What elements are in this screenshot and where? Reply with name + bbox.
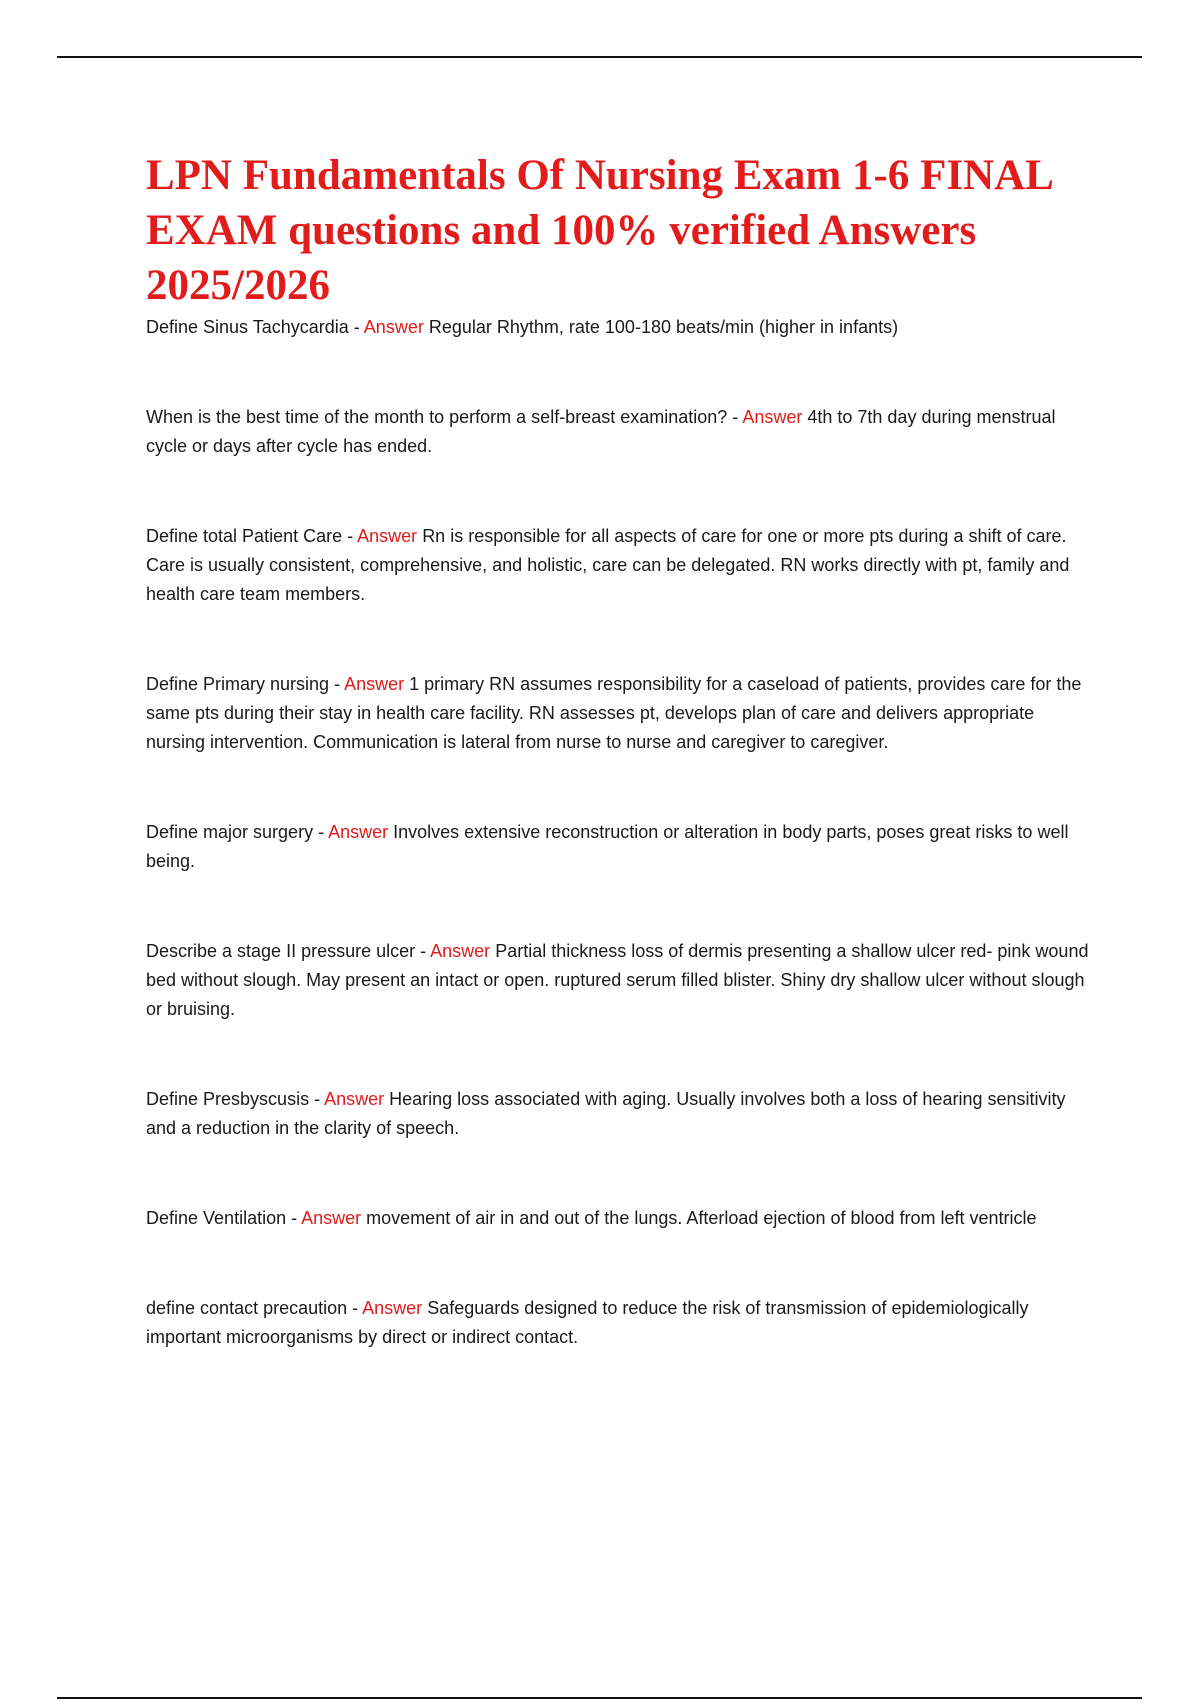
- document-body: [146, 148, 1096, 1352]
- answer-label: Answer: [301, 1208, 362, 1228]
- answer-label: Answer: [363, 317, 424, 337]
- answer-label: Answer: [357, 526, 418, 546]
- answer-text: Safeguards designed to reduce the risk of transmission of epidemiologically important microorganisms by direct or indirect contact.: [146, 1298, 1029, 1347]
- answer-text: Regular Rhythm, rate 100-180 beats/min (higher in infants): [428, 317, 899, 337]
- question-text: Define Primary nursing: [146, 674, 330, 694]
- answer-text: Partial thickness loss of dermis presenting a shallow ulcer red- pink wound bed without slough. May present an intact or open. ruptured serum filled blister. Shiny dry shallow ulcer without slough or bruising.: [146, 941, 1089, 1019]
- question-text: define contact precaution: [146, 1298, 348, 1318]
- answer-label: Answer: [742, 407, 803, 427]
- answer-text: Rn is responsible for all aspects of care for one or more pts during a shift of care. Care is usually consistent, comprehensive, and holistic, care can be delegated. RN works directly with pt, family and health care team members.: [146, 526, 1070, 604]
- qa-item: [146, 1294, 1096, 1352]
- question-text: Describe a stage II pressure ulcer: [146, 941, 416, 961]
- answer-label: Answer: [324, 1089, 385, 1109]
- qa-list: [146, 313, 1096, 1352]
- separator: -: [342, 526, 358, 546]
- qa-item: [146, 1085, 1096, 1143]
- qa-item: [146, 313, 1096, 342]
- separator: -: [727, 407, 743, 427]
- answer-label: Answer: [344, 674, 405, 694]
- qa-item: [146, 937, 1096, 1024]
- answer-label: Answer: [430, 941, 491, 961]
- separator: -: [329, 674, 345, 694]
- question-text: When is the best time of the month to perform a self-breast examination?: [146, 407, 728, 427]
- answer-text: Hearing loss associated with aging. Usually involves both a loss of hearing sensitivity and a reduction in the clarity of speech.: [146, 1089, 1066, 1138]
- separator: -: [309, 1089, 325, 1109]
- answer-text: 1 primary RN assumes responsibility for a caseload of patients, provides care for the same pts during their stay in health care facility. RN assesses pt, develops plan of care and delivers appropriate nursing intervention. Communication is lateral from nurse to nurse and caregiver to caregiver.: [146, 674, 1082, 752]
- separator: -: [348, 317, 364, 337]
- answer-text: Involves extensive reconstruction or alteration in body parts, poses great risks to well being.: [146, 822, 1069, 871]
- document-title: LPN Fundamentals Of Nursing Exam 1-6 FINAL EXAM questions and 100% verified Answers 2025/2026: [146, 152, 1052, 309]
- top-rule: [57, 56, 1142, 58]
- qa-item: [146, 818, 1096, 876]
- separator: -: [313, 822, 329, 842]
- question-text: Define total Patient Care: [146, 526, 343, 546]
- separator: -: [347, 1298, 363, 1318]
- qa-item: [146, 1204, 1096, 1233]
- question-text: Define Sinus Tachycardia: [146, 317, 349, 337]
- answer-label: Answer: [328, 822, 389, 842]
- answer-text: 4th to 7th day during menstrual cycle or days after cycle has ended.: [146, 407, 1056, 456]
- question-text: Define Ventilation: [146, 1208, 287, 1228]
- qa-item: [146, 670, 1096, 757]
- answer-text: movement of air in and out of the lungs. Afterload ejection of blood from left ventricle: [366, 1208, 1037, 1228]
- separator: -: [415, 941, 431, 961]
- separator: -: [286, 1208, 302, 1228]
- question-text: Define Presbyscusis: [146, 1089, 310, 1109]
- answer-label: Answer: [362, 1298, 423, 1318]
- qa-item: [146, 522, 1096, 609]
- question-text: Define major surgery: [146, 822, 314, 842]
- bottom-rule: [57, 1697, 1142, 1699]
- qa-item: [146, 403, 1096, 461]
